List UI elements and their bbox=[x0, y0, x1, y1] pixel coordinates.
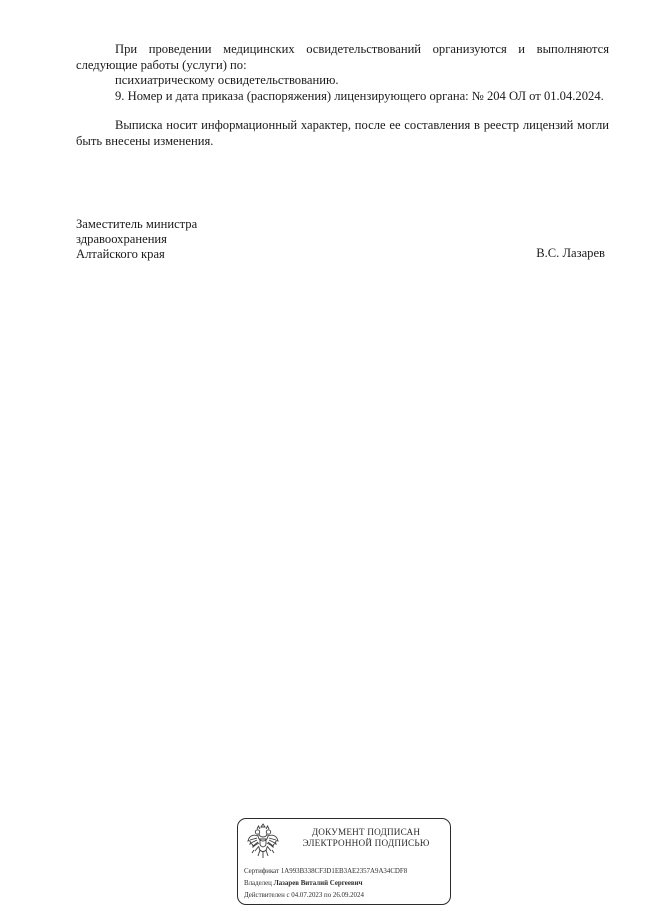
works-item-paragraph: психиатрическому освидетельствованию. bbox=[115, 73, 339, 87]
stamp-owner-label: Владелец bbox=[244, 880, 272, 887]
stamp-heading bbox=[284, 827, 448, 849]
signer-name: В.С. Лазарев bbox=[536, 246, 605, 260]
stamp-validity-line: Действителен с 04.07.2023 по 26.09.2024 bbox=[244, 892, 364, 899]
signer-position-line-3: Алтайского края bbox=[76, 247, 165, 261]
paragraph-spacer bbox=[76, 104, 609, 118]
signer-position-line-2: здравоохранения bbox=[76, 232, 167, 246]
stamp-heading-line-2: ЭЛЕКТРОННОЙ ПОДПИСЬЮ bbox=[302, 838, 430, 848]
stamp-certificate-line bbox=[244, 866, 448, 878]
notice-paragraph: Выписка носит информационный характер, после ее составления в реестр лицензий могли быть внесены изменения. bbox=[76, 118, 609, 148]
works-intro-paragraph: При проведении медицинских освидетельствований организуются и выполняются следующие работы (услуги) по: bbox=[76, 42, 609, 72]
stamp-certificate-label: Сертификат bbox=[244, 868, 280, 875]
signature-block bbox=[76, 217, 609, 262]
stamp-details bbox=[244, 866, 448, 902]
signer-position-line-1: Заместитель министра bbox=[76, 217, 198, 231]
order-paragraph: 9. Номер и дата приказа (распоряжения) лицензирующего органа: № 204 ОЛ от 01.04.2024. bbox=[115, 88, 604, 103]
stamp-owner-value: Лазарев Виталий Сергеевич bbox=[273, 880, 363, 887]
stamp-certificate-value: 1A993B338CF3D1EB3AE2357A9A34CDF8 bbox=[280, 868, 408, 875]
document-body bbox=[76, 42, 609, 149]
stamp-heading-line-1: ДОКУМЕНТ ПОДПИСАН bbox=[311, 827, 421, 837]
electronic-signature-stamp bbox=[237, 818, 451, 905]
coat-of-arms-icon bbox=[246, 823, 280, 863]
stamp-owner-line bbox=[244, 878, 448, 890]
